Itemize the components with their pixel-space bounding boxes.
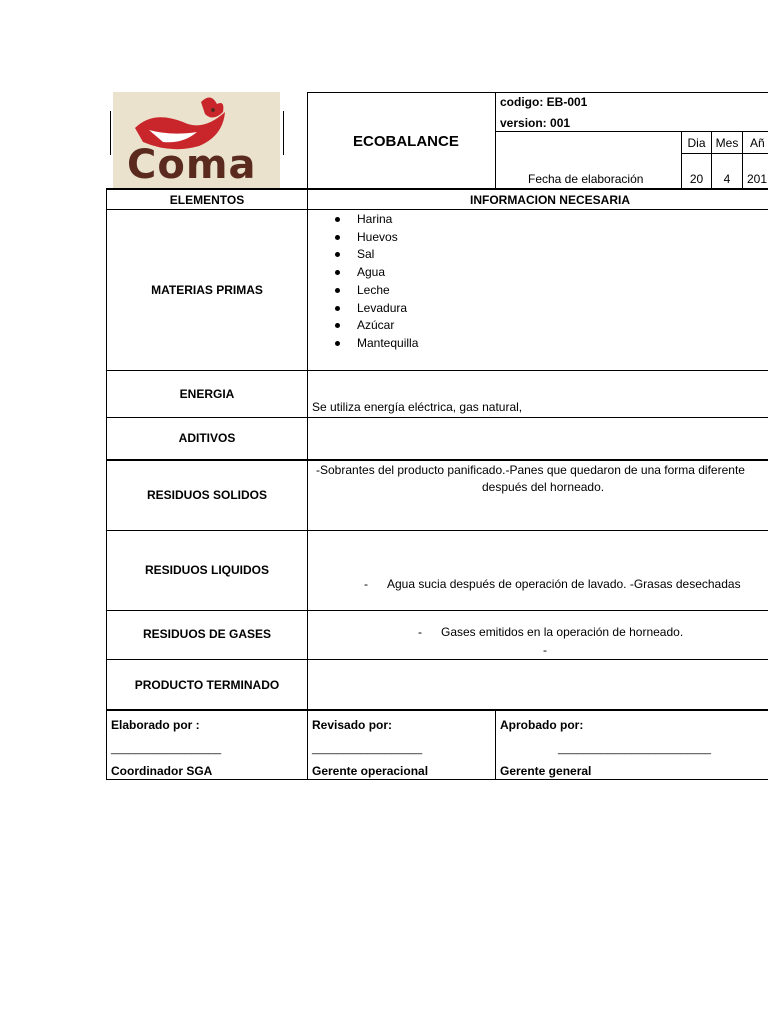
bullet-icon	[335, 270, 340, 275]
logo-text: Coma	[127, 142, 257, 188]
residuos-gases-text: Gases emitidos en la operación de horneado.	[441, 625, 684, 639]
date-value-mes: 4	[723, 172, 731, 186]
bullet-icon	[335, 235, 340, 240]
date-header-dia: Dia	[687, 136, 706, 150]
bullet-icon	[335, 252, 340, 257]
bullet-icon	[335, 288, 340, 293]
fecha-elaboracion-label: Fecha de elaboración	[528, 172, 644, 186]
residuos-gases-dash-2: -	[543, 643, 547, 657]
aprobado-label: Aprobado por:	[500, 718, 584, 732]
row-label-residuos-liquidos: RESIDUOS LIQUIDOS	[144, 563, 269, 577]
date-value-ano: 201	[747, 172, 768, 186]
column-header-elementos: ELEMENTOS	[169, 193, 245, 207]
list-item: Levadura	[357, 301, 408, 315]
energia-text: Se utiliza energía eléctrica, gas natural,	[312, 400, 523, 414]
elaborado-role: Coordinador SGA	[111, 764, 213, 778]
bullet-icon	[335, 341, 340, 346]
row-label-aditivos: ADITIVOS	[178, 431, 236, 445]
list-item: Azúcar	[357, 318, 395, 332]
residuos-liquidos-dash: -	[364, 577, 368, 591]
revisado-label: Revisado por:	[312, 718, 393, 732]
list-item: Leche	[357, 283, 390, 297]
list-item: Agua	[357, 265, 386, 279]
elaborado-label: Elaborado por :	[111, 718, 200, 732]
row-label-producto-terminado: PRODUCTO TERMINADO	[134, 678, 280, 692]
row-label-residuos-solidos: RESIDUOS SOLIDOS	[146, 488, 268, 502]
list-item: Huevos	[357, 230, 398, 244]
page-title: ECOBALANCE	[353, 133, 459, 150]
row-label-residuos-gases: RESIDUOS DE GASES	[142, 627, 272, 641]
residuos-liquidos-text: Agua sucia después de operación de lavado. -Grasas desechadas	[387, 577, 741, 591]
residuos-solidos-text-line2: después del horneado.	[482, 480, 605, 494]
revisado-signature-line: __________________	[312, 743, 423, 755]
bullet-icon	[335, 306, 340, 311]
list-item: Harina	[357, 212, 393, 226]
company-logo	[113, 92, 280, 188]
document-code: codigo: EB-001	[500, 95, 588, 109]
date-header-ano: Añ	[750, 136, 765, 150]
aprobado-role: Gerente general	[500, 764, 592, 778]
list-item: Sal	[357, 247, 375, 261]
bullet-icon	[335, 323, 340, 328]
elaborado-signature-line: __________________	[111, 743, 222, 755]
column-header-informacion: INFORMACION NECESARIA	[469, 193, 630, 207]
date-value-dia: 20	[689, 172, 704, 186]
row-label-materias-primas: MATERIAS PRIMAS	[151, 283, 263, 297]
residuos-gases-dash: -	[418, 625, 422, 639]
date-header-mes: Mes	[715, 136, 739, 150]
residuos-solidos-text-line1: -Sobrantes del producto panificado.-Panes que quedaron de una forma diferente	[316, 463, 745, 477]
revisado-role: Gerente operacional	[312, 764, 429, 778]
row-label-energia: ENERGIA	[179, 387, 235, 401]
bullet-icon	[335, 217, 340, 222]
list-item: Mantequilla	[357, 336, 419, 350]
document-version: version: 001	[500, 116, 571, 130]
aprobado-signature-line: _________________________	[558, 743, 711, 755]
